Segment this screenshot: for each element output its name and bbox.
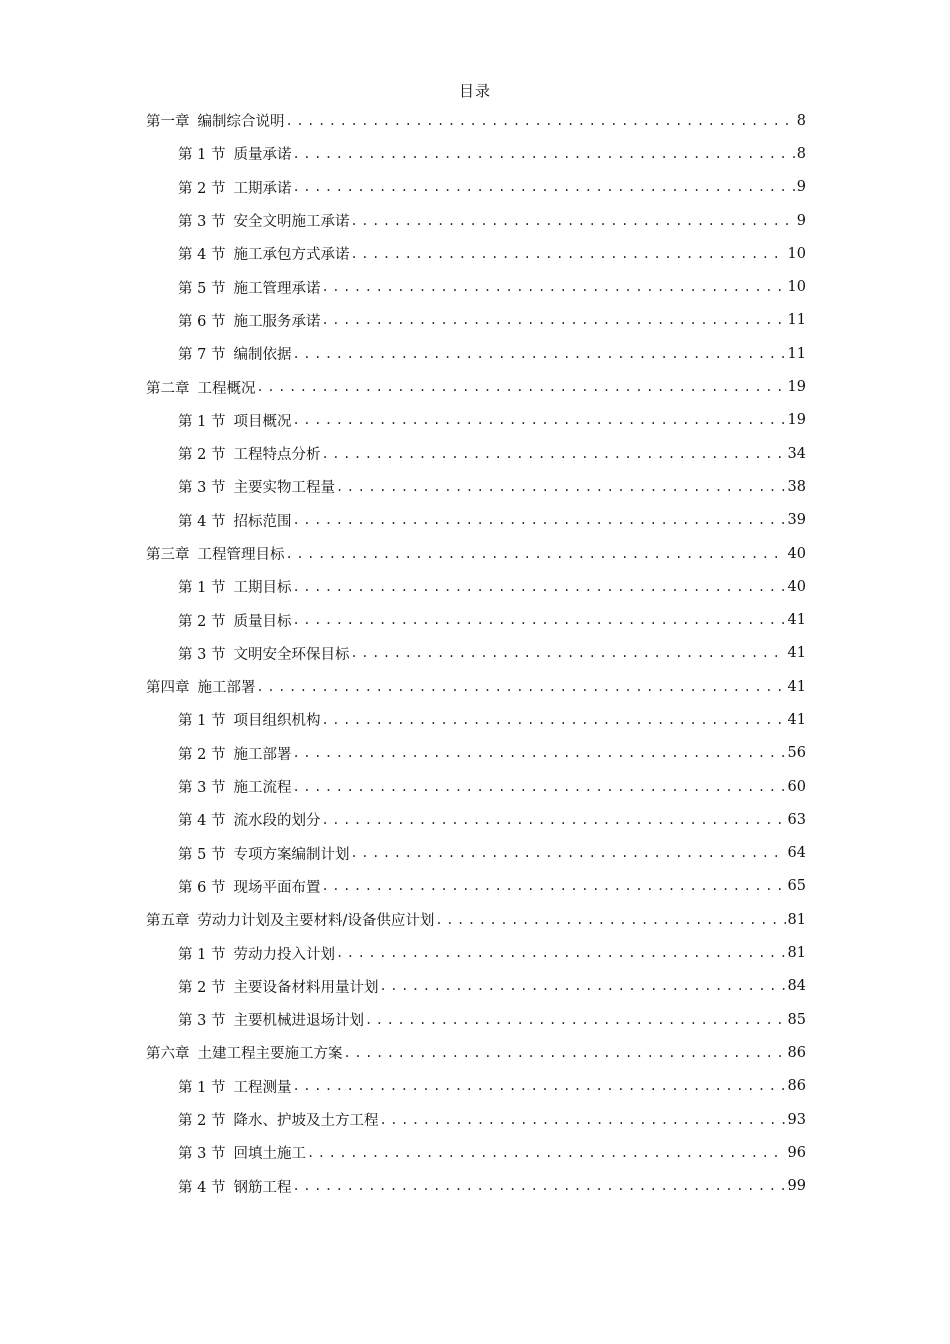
toc-entry-title: 项目组织机构 bbox=[233, 713, 321, 730]
toc-dot-leader bbox=[292, 580, 785, 594]
toc-chapter-entry[interactable] bbox=[0, 903, 806, 936]
toc-chapter-entry[interactable] bbox=[0, 370, 806, 403]
toc-entry-number: 第 4 节 bbox=[178, 247, 226, 264]
toc-section-entry[interactable] bbox=[0, 304, 806, 337]
toc-page-number: 34 bbox=[787, 445, 806, 462]
toc-section-entry[interactable] bbox=[0, 270, 806, 303]
toc-entry-number: 第 6 节 bbox=[178, 313, 226, 330]
toc-dot-leader bbox=[292, 147, 794, 161]
toc-entry-title: 施工管理承诺 bbox=[233, 280, 321, 297]
toc-dot-leader bbox=[321, 813, 785, 827]
toc-entry-title: 回填土施工 bbox=[233, 1146, 306, 1163]
toc-entry-number: 第 1 节 bbox=[178, 147, 226, 164]
toc-page-number: 65 bbox=[787, 878, 806, 895]
toc-chapter-entry[interactable] bbox=[0, 104, 806, 137]
toc-section-entry[interactable] bbox=[0, 970, 806, 1003]
toc-page-number: 11 bbox=[787, 312, 806, 329]
toc-entry-title: 流水段的划分 bbox=[233, 813, 321, 830]
toc-entry-label bbox=[178, 143, 291, 164]
toc-entry-number: 第 2 节 bbox=[178, 979, 226, 996]
toc-entry-number: 第 3 节 bbox=[178, 480, 226, 497]
toc-entry-number: 第 2 节 bbox=[178, 1113, 226, 1130]
toc-entry-number: 第四章 bbox=[146, 680, 190, 697]
toc-dot-leader bbox=[435, 913, 785, 927]
toc-entry-label bbox=[178, 243, 349, 264]
toc-dot-leader bbox=[292, 180, 794, 194]
toc-page-number: 60 bbox=[787, 778, 806, 795]
toc-dot-leader bbox=[286, 547, 786, 561]
toc-section-entry[interactable] bbox=[0, 570, 806, 603]
toc-section-entry[interactable] bbox=[0, 603, 806, 636]
toc-page-number: 86 bbox=[787, 1078, 806, 1095]
toc-entry-title: 工程特点分析 bbox=[233, 447, 321, 464]
toc-entry-title: 主要机械进退场计划 bbox=[233, 1013, 364, 1030]
toc-entry-title: 主要设备材料用量计划 bbox=[233, 979, 379, 996]
toc-dot-leader bbox=[321, 879, 785, 893]
toc-page-number: 19 bbox=[787, 412, 806, 429]
toc-page-number: 41 bbox=[787, 711, 806, 728]
toc-dot-leader bbox=[292, 746, 785, 760]
toc-dot-leader bbox=[365, 1013, 786, 1027]
toc-entry-label bbox=[178, 843, 349, 864]
toc-entry-title: 项目概况 bbox=[233, 413, 292, 430]
toc-entry-number: 第 1 节 bbox=[178, 580, 226, 597]
toc-page-number: 8 bbox=[796, 112, 806, 129]
toc-section-entry[interactable] bbox=[0, 1136, 806, 1169]
toc-dot-leader bbox=[286, 114, 795, 128]
toc-entry-number: 第 4 节 bbox=[178, 813, 226, 830]
toc-entry-label bbox=[178, 643, 349, 664]
toc-entry-title: 施工部署 bbox=[197, 680, 256, 697]
toc-section-entry[interactable] bbox=[0, 437, 806, 470]
toc-page-number: 41 bbox=[787, 678, 806, 695]
toc-page-number: 8 bbox=[796, 145, 806, 162]
toc-dot-leader bbox=[307, 1146, 786, 1160]
toc-page-number: 40 bbox=[787, 578, 806, 595]
toc-dot-leader bbox=[336, 480, 786, 494]
toc-entry-title: 招标范围 bbox=[233, 513, 292, 530]
toc-entry-number: 第二章 bbox=[146, 380, 190, 397]
toc-section-entry[interactable] bbox=[0, 404, 806, 437]
toc-dot-leader bbox=[336, 946, 786, 960]
toc-section-entry[interactable] bbox=[0, 1103, 806, 1136]
toc-section-entry[interactable] bbox=[0, 703, 806, 736]
toc-entry-title: 主要实物工程量 bbox=[233, 480, 335, 497]
toc-entry-title: 施工部署 bbox=[233, 746, 292, 763]
toc-dot-leader bbox=[292, 413, 785, 427]
toc-section-entry[interactable] bbox=[0, 737, 806, 770]
toc-section-entry[interactable] bbox=[0, 337, 806, 370]
toc-section-entry[interactable] bbox=[0, 637, 806, 670]
toc-entry-title: 编制综合说明 bbox=[197, 114, 285, 131]
toc-page-number: 10 bbox=[787, 279, 806, 296]
toc-entry-title: 钢筋工程 bbox=[233, 1179, 292, 1196]
toc-section-entry[interactable] bbox=[0, 504, 806, 537]
toc-entry-label bbox=[178, 343, 291, 364]
toc-dot-leader bbox=[257, 680, 786, 694]
toc-entry-label bbox=[178, 943, 335, 964]
toc-section-entry[interactable] bbox=[0, 237, 806, 270]
toc-dot-leader bbox=[350, 646, 785, 660]
toc-dot-leader bbox=[350, 247, 785, 261]
toc-dot-leader bbox=[292, 513, 785, 527]
toc-entry-label bbox=[146, 1042, 343, 1063]
toc-entry-number: 第三章 bbox=[146, 547, 190, 563]
toc-page-number: 10 bbox=[787, 245, 806, 262]
toc-entry-number: 第 1 节 bbox=[178, 1079, 226, 1096]
toc-page-number: 9 bbox=[796, 212, 806, 229]
toc-section-entry[interactable] bbox=[0, 204, 806, 237]
toc-section-entry[interactable] bbox=[0, 1170, 806, 1203]
toc-page-number: 99 bbox=[787, 1178, 806, 1195]
toc-entry-label bbox=[178, 443, 320, 464]
toc-section-entry[interactable] bbox=[0, 1003, 806, 1036]
toc-dot-leader bbox=[321, 447, 785, 461]
toc-entry-number: 第 2 节 bbox=[178, 180, 226, 197]
toc-dot-leader bbox=[321, 313, 785, 327]
toc-entry-number: 第 3 节 bbox=[178, 1146, 226, 1163]
toc-section-entry[interactable] bbox=[0, 770, 806, 803]
toc-entry-number: 第 3 节 bbox=[178, 214, 226, 231]
toc-entry-label bbox=[178, 576, 291, 597]
toc-entry-title: 工程测量 bbox=[233, 1079, 292, 1096]
toc-dot-leader bbox=[379, 979, 785, 993]
toc-entry-label bbox=[178, 177, 291, 198]
toc-entry-title: 文明安全环保目标 bbox=[233, 646, 350, 663]
toc-entry-title: 质量承诺 bbox=[233, 147, 292, 164]
toc-section-entry[interactable] bbox=[0, 171, 806, 204]
toc-section-entry[interactable] bbox=[0, 1070, 806, 1103]
toc-entry-label bbox=[146, 377, 256, 398]
toc-entry-number: 第 3 节 bbox=[178, 780, 226, 797]
toc-entry-title: 施工服务承诺 bbox=[233, 313, 321, 330]
toc-entry-label bbox=[178, 476, 335, 497]
toc-section-entry[interactable] bbox=[0, 137, 806, 170]
toc-page-number: 19 bbox=[787, 379, 806, 396]
toc-dot-leader bbox=[292, 1179, 785, 1193]
toc-entry-label bbox=[178, 976, 378, 997]
toc-section-entry[interactable] bbox=[0, 936, 806, 969]
toc-entry-title: 工期承诺 bbox=[233, 180, 292, 197]
toc-page-number: 93 bbox=[787, 1111, 806, 1128]
toc-entry-title: 现场平面布置 bbox=[233, 879, 321, 896]
toc-dot-leader bbox=[257, 380, 786, 394]
toc-dot-leader bbox=[350, 846, 785, 860]
toc-entry-label bbox=[178, 610, 291, 631]
toc-dot-leader bbox=[350, 214, 794, 228]
toc-entry-number: 第 2 节 bbox=[178, 447, 226, 464]
toc-dot-leader bbox=[321, 280, 785, 294]
toc-section-entry[interactable] bbox=[0, 470, 806, 503]
toc-entry-number: 第 4 节 bbox=[178, 1179, 226, 1196]
toc-entry-number: 第 2 节 bbox=[178, 613, 226, 630]
toc-entry-title: 施工承包方式承诺 bbox=[233, 247, 350, 264]
toc-dot-leader bbox=[292, 347, 785, 361]
toc-page-number: 40 bbox=[787, 545, 806, 562]
toc-entry-number: 第 1 节 bbox=[178, 413, 226, 430]
toc-page-number: 9 bbox=[796, 179, 806, 196]
toc-entry-number: 第 1 节 bbox=[178, 713, 226, 730]
toc-entry-label bbox=[146, 909, 434, 930]
toc-entry-label bbox=[178, 1142, 306, 1163]
toc-page-number: 41 bbox=[787, 612, 806, 629]
toc-entry-number: 第 1 节 bbox=[178, 946, 226, 963]
toc-entry-label bbox=[178, 410, 291, 431]
toc-page-number: 86 bbox=[787, 1044, 806, 1061]
toc-entry-number: 第 3 节 bbox=[178, 1013, 226, 1030]
toc-page-number: 85 bbox=[787, 1011, 806, 1028]
toc-entry-title: 工程管理目标 bbox=[197, 547, 285, 563]
toc-entry-number: 第一章 bbox=[146, 114, 190, 131]
toc-entry-number: 第六章 bbox=[146, 1046, 190, 1063]
toc-section-entry[interactable] bbox=[0, 870, 806, 903]
toc-page-number: 81 bbox=[787, 945, 806, 962]
toc-page-number: 84 bbox=[787, 978, 806, 995]
toc-entry-label bbox=[146, 110, 285, 131]
toc-chapter-entry[interactable] bbox=[0, 670, 806, 703]
toc-entry-label bbox=[178, 809, 320, 830]
toc-entry-number: 第 7 节 bbox=[178, 347, 226, 364]
toc-entry-title: 质量目标 bbox=[233, 613, 292, 630]
toc-entry-number: 第 4 节 bbox=[178, 513, 226, 530]
toc-entry-label bbox=[178, 1109, 378, 1130]
toc-title: 目录 bbox=[458, 82, 491, 100]
toc-entry-label bbox=[178, 1009, 364, 1030]
toc-list bbox=[0, 104, 950, 1203]
toc-page-number: 96 bbox=[787, 1144, 806, 1161]
toc-entry-number: 第 3 节 bbox=[178, 646, 226, 663]
toc-entry-number: 第 5 节 bbox=[178, 280, 226, 297]
toc-entry-label bbox=[178, 510, 291, 531]
toc-dot-leader bbox=[321, 713, 785, 727]
toc-entry-label bbox=[178, 1076, 291, 1097]
toc-entry-title: 工期目标 bbox=[233, 580, 292, 597]
toc-chapter-entry[interactable] bbox=[0, 537, 806, 570]
toc-entry-label bbox=[178, 310, 320, 331]
toc-entry-title: 劳动力投入计划 bbox=[233, 946, 335, 963]
toc-page-number: 63 bbox=[787, 811, 806, 828]
toc-entry-label bbox=[178, 1176, 291, 1197]
toc-entry-label bbox=[146, 676, 256, 697]
toc-section-entry[interactable] bbox=[0, 803, 806, 836]
toc-entry-title: 降水、护坡及土方工程 bbox=[233, 1113, 379, 1130]
toc-entry-label bbox=[178, 743, 291, 764]
toc-dot-leader bbox=[292, 1079, 785, 1093]
toc-entry-label bbox=[146, 543, 285, 564]
toc-entry-title: 工程概况 bbox=[197, 380, 256, 397]
toc-entry-label bbox=[178, 709, 320, 730]
toc-entry-label bbox=[178, 210, 349, 231]
toc-page-number: 56 bbox=[787, 745, 806, 762]
toc-dot-leader bbox=[292, 780, 785, 794]
toc-entry-title: 劳动力计划及主要材料/设备供应计划 bbox=[197, 913, 435, 930]
toc-entry-label bbox=[178, 776, 291, 797]
toc-page-number: 64 bbox=[787, 845, 806, 862]
toc-entry-label bbox=[178, 277, 320, 298]
toc-page-number: 81 bbox=[787, 911, 806, 928]
toc-entry-number: 第五章 bbox=[146, 913, 190, 930]
toc-dot-leader bbox=[292, 613, 785, 627]
toc-entry-title: 编制依据 bbox=[233, 347, 292, 364]
toc-page-number: 41 bbox=[787, 645, 806, 662]
toc-entry-title: 安全文明施工承诺 bbox=[233, 214, 350, 231]
toc-dot-leader bbox=[379, 1113, 785, 1127]
toc-entry-title: 土建工程主要施工方案 bbox=[197, 1046, 343, 1063]
toc-entry-number: 第 2 节 bbox=[178, 746, 226, 763]
toc-page-number: 11 bbox=[787, 345, 806, 362]
toc-entry-number: 第 5 节 bbox=[178, 846, 226, 863]
toc-section-entry[interactable] bbox=[0, 837, 806, 870]
toc-dot-leader bbox=[344, 1046, 786, 1060]
toc-chapter-entry[interactable] bbox=[0, 1036, 806, 1069]
toc-entry-title: 专项方案编制计划 bbox=[233, 846, 350, 863]
toc-entry-label bbox=[178, 876, 320, 897]
toc-entry-number: 第 6 节 bbox=[178, 879, 226, 896]
toc-page-number: 39 bbox=[787, 512, 806, 529]
toc-entry-title: 施工流程 bbox=[233, 780, 292, 797]
toc-page-number: 38 bbox=[787, 478, 806, 495]
